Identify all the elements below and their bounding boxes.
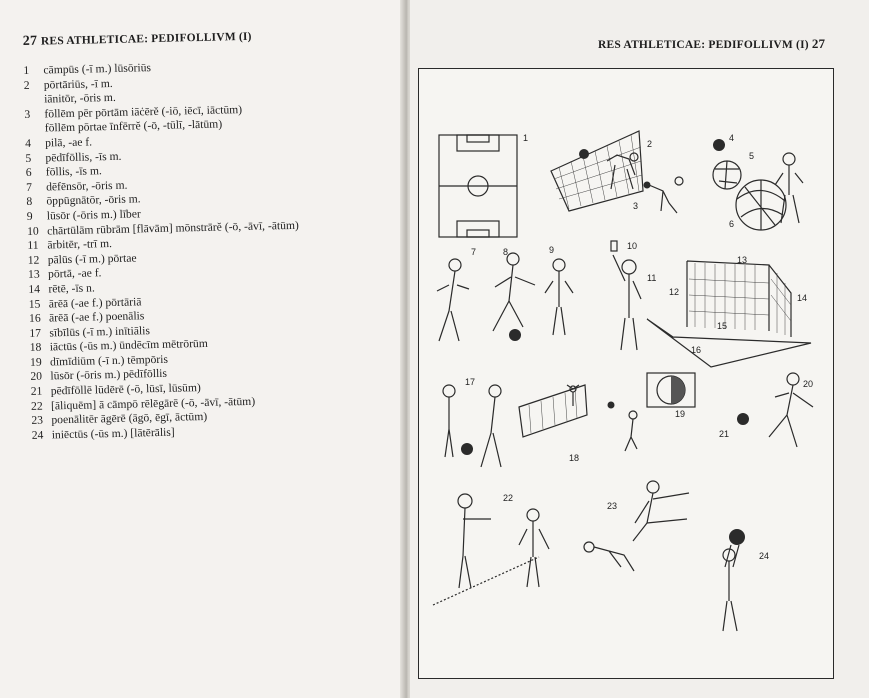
half-time-clock bbox=[647, 373, 695, 407]
vocab-term: dīmīdiūm (-ī n.) tēmpōris bbox=[49, 352, 169, 369]
vocab-number: 9 bbox=[26, 209, 33, 223]
vocab-number: 21 bbox=[30, 384, 43, 398]
left-heading-title: RES ATHLETICAE: PEDIFOLLIVM (I) bbox=[40, 30, 252, 48]
vocab-number: 14 bbox=[28, 282, 41, 296]
foul-scene bbox=[584, 481, 689, 571]
vocab-term: dēfēnsōr, -ōris m. bbox=[45, 178, 128, 194]
goal-scene bbox=[551, 131, 683, 213]
left-heading bbox=[23, 26, 383, 50]
figure-label: 13 bbox=[737, 255, 748, 265]
vocab-term: lūsōr (-ōris m.) pēdīfōllis bbox=[50, 367, 168, 383]
right-page bbox=[410, 0, 869, 698]
figure-label: 1 bbox=[523, 133, 529, 143]
vocab-number: 8 bbox=[26, 195, 33, 209]
vocab-number: 1 bbox=[23, 63, 30, 77]
send-off-scene bbox=[433, 494, 549, 605]
vocabulary-list bbox=[23, 56, 392, 444]
vocab-term: pōrtā, -ae f. bbox=[47, 266, 102, 281]
vocab-term: chārtūlām rūbrām [flāvām] mōnstrārĕ (-ō, -āvī, -ātūm) bbox=[46, 218, 299, 238]
vocab-term: lūsōr (-ōris m.) līber bbox=[46, 207, 141, 223]
football-illustration bbox=[418, 68, 834, 679]
vocab-number: 18 bbox=[29, 340, 42, 355]
vocab-term: cāmpūs (-ī m.) lūsōriūs bbox=[43, 61, 152, 77]
vocab-number: 2 bbox=[23, 78, 30, 92]
vocab-term: iniēctūs (-ūs m.) [lātērālis] bbox=[51, 425, 175, 442]
vocab-number: 24 bbox=[31, 428, 44, 442]
figure-label: 4 bbox=[729, 133, 735, 143]
figure-label: 14 bbox=[797, 293, 808, 303]
vocab-number: 12 bbox=[27, 253, 40, 267]
vocab-number: 13 bbox=[27, 267, 40, 282]
figure-label: 19 bbox=[675, 409, 686, 419]
vocab-term: ārēā (-ae f.) poenālis bbox=[48, 309, 145, 325]
figure-label: 21 bbox=[719, 429, 730, 439]
vocab-term: [āliquēm] ā cāmpō rēlēgārē (-ō, -āvī, -ātūm) bbox=[50, 394, 256, 413]
vocab-term: sībīlūs (-ī m.) inītiālis bbox=[49, 323, 151, 340]
vocab-number: 10 bbox=[26, 224, 39, 238]
vocab-number: 7 bbox=[25, 180, 33, 194]
figure-label: 16 bbox=[691, 345, 702, 355]
vocab-term: pālūs (-ī m.) pōrtae bbox=[47, 251, 137, 267]
figure-label: 22 bbox=[503, 493, 514, 503]
vocab-term: ārbitēr, -trī m. bbox=[47, 237, 113, 252]
throw-in-scene bbox=[723, 529, 745, 631]
vocab-alternate-term: iānitōr, -ōris m. bbox=[43, 91, 116, 106]
figure-label: 8 bbox=[503, 247, 509, 257]
illustration-drawing bbox=[419, 69, 835, 680]
goal-area-scene bbox=[647, 261, 811, 367]
vocabulary-column bbox=[22, 0, 392, 443]
penalty-kick-scene bbox=[519, 385, 637, 451]
vocab-number: 20 bbox=[30, 370, 43, 384]
vocab-term: rētē, -īs n. bbox=[48, 281, 95, 296]
left-page bbox=[0, 0, 404, 698]
figure-label: 12 bbox=[669, 287, 680, 297]
kickoff-scene bbox=[443, 385, 501, 467]
figure-label: 3 bbox=[633, 201, 639, 211]
vocab-term: pēdīfōllis, -īs m. bbox=[45, 149, 122, 165]
vocab-term: pilā, -ae f. bbox=[44, 135, 93, 150]
figure-label: 10 bbox=[627, 241, 638, 251]
figure-label: 2 bbox=[647, 139, 653, 149]
vocab-term: iāctūs (-ūs m.) ūndēcīm mētrōrūm bbox=[49, 337, 208, 354]
pitch-diagram bbox=[439, 135, 517, 237]
right-heading-title: RES ATHLETICAE: PEDIFOLLIVM (I) bbox=[598, 39, 809, 51]
vocab-number: 15 bbox=[28, 297, 41, 311]
vocab-term: fōllēm pēr pōrtām iāċērĕ (-iō, iēcī, iāctūm) bbox=[44, 102, 243, 121]
figure-label: 5 bbox=[749, 151, 755, 161]
referee-scene bbox=[611, 241, 641, 350]
figure-label: 6 bbox=[729, 219, 735, 229]
vocab-term: ārēā (-ae f.) pōrtāriā bbox=[48, 294, 142, 310]
figure-label: 11 bbox=[647, 273, 657, 283]
figure-label: 20 bbox=[803, 379, 814, 389]
vocab-term: ōppūgnātōr, -ōris m. bbox=[46, 192, 141, 208]
vocab-alternate-term: fōllēm pōrtae īnfērrĕ (-ō, -tūlī, -lātūm) bbox=[44, 117, 223, 135]
vocab-term: pōrtāriūs, -ī m. bbox=[43, 76, 113, 92]
figure-label: 17 bbox=[465, 377, 476, 387]
vocab-term: pēdīfōllē lūdērē (-ō, lūsī, lūsūm) bbox=[50, 381, 201, 398]
vocab-number: 16 bbox=[28, 311, 41, 326]
vocab-number: 19 bbox=[29, 355, 42, 369]
right-heading bbox=[598, 36, 825, 52]
figure-label: 7 bbox=[471, 247, 477, 257]
player-kick-scene bbox=[737, 373, 813, 447]
figure-label: 24 bbox=[759, 551, 770, 561]
figure-label: 23 bbox=[607, 501, 618, 511]
vocab-number: 4 bbox=[24, 136, 32, 150]
vocab-term: fōllis, -īs m. bbox=[45, 164, 102, 179]
right-heading-number: 27 bbox=[811, 36, 826, 51]
figure-label: 9 bbox=[549, 245, 555, 255]
vocab-number: 11 bbox=[27, 238, 39, 253]
vocab-number: 22 bbox=[30, 399, 43, 413]
players-scene bbox=[437, 253, 573, 341]
vocab-number: 17 bbox=[29, 326, 42, 340]
figure-label: 15 bbox=[717, 321, 728, 331]
vocab-number: 6 bbox=[25, 165, 32, 180]
left-heading-number: 27 bbox=[22, 33, 38, 49]
balls-scene bbox=[713, 139, 803, 230]
figure-label: 18 bbox=[569, 453, 580, 463]
vocab-number: 5 bbox=[25, 151, 32, 165]
vocab-term: poenālitēr āgērē (āgō, ēgī, āctūm) bbox=[51, 410, 208, 427]
vocab-number: 3 bbox=[24, 107, 31, 121]
vocab-number: 23 bbox=[31, 413, 44, 428]
